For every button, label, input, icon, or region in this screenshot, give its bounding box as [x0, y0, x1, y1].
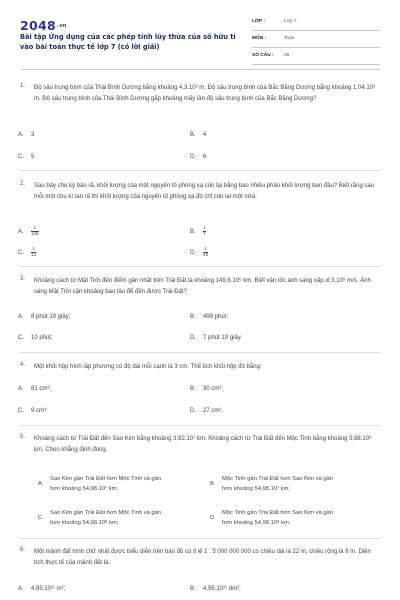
question-divider [20, 425, 380, 426]
fraction: $\frac{1}{49}$ [203, 246, 209, 257]
option-1a[interactable]: A. 3 [18, 132, 35, 138]
option-3a[interactable]: A. 8 phút 19 giây; [18, 314, 71, 320]
option-1b[interactable]: B. 4 [190, 132, 207, 138]
option-4c[interactable]: C. 9 cm³; [18, 408, 48, 414]
question-text: Một mảnh đất hình chữ nhật được biểu diễn trên bản đồ có tỉ lệ 1 : 5 000 000 000 có chiều dài là 22 m, chiều rộng là 9 m. Diện tích thực tế của mảnh đất là: [34, 549, 371, 566]
option-3c[interactable]: C. 10 phút; [18, 335, 53, 341]
question-divider [20, 170, 380, 171]
document-header [0, 0, 400, 68]
fraction: $\frac{1}{128}$ [31, 225, 39, 236]
meta-class: LỚP : Lớp 7 [252, 14, 380, 31]
question-divider [20, 352, 380, 353]
question-text: Một khối hộp hình lập phương có độ dài mỗi cạnh là 3 cm. Thể tích khối hộp đó bằng: [34, 364, 262, 370]
fraction: $\frac{1}{14}$ [31, 246, 37, 257]
question-divider [20, 266, 380, 267]
option-3b[interactable]: B. 499 phút; [190, 314, 229, 320]
question-text: Khoảng cách từ Trái Đất đến Sao Kim bằng khoảng 3,82.10⁷ km. Khoảng cách từ Trái Đất đến Mộc Tinh bằng khoảng 5,88.10⁸ km. Chọn khẳng định đúng. [34, 436, 372, 453]
option-2a[interactable]: A. $\frac{1}{128}$ [18, 225, 39, 236]
option-3d[interactable]: D. 7 phút 19 giây. [190, 335, 242, 341]
header-divider [20, 69, 380, 70]
option-4a[interactable]: A. 81 cm³; [18, 386, 52, 392]
option-2d[interactable]: D. $\frac{1}{49}$ [190, 246, 209, 257]
question-text: Độ sâu trung bình của Thái Bình Dương bằng khoảng 4,3.10³ m. Độ sâu trung bình của Bắc Băng Dương bằng khoảng 1,04.10³ m. Độ sâu trung bình của Thái Bình Dương gấp khoảng mấy lần độ sâu trung bình của Bắc Băng Dương? [34, 85, 376, 102]
question-text: Khoảng cách từ Mặt Trời đến điểm gần nhất trên Trái Đất là khoảng 149,6.10⁶ km. Biết vận tốc ánh sáng xấp xỉ 3.10⁸ m/s. Ánh sáng Mặt Trời cần khoảng bao lâu để đến được Trái Đất? [34, 278, 371, 295]
question-divider [20, 538, 380, 539]
document-meta [252, 14, 380, 65]
option-4b[interactable]: B. 30 cm³; [190, 386, 224, 392]
option-2c[interactable]: C. $\frac{1}{14}$ [18, 246, 37, 257]
site-logo[interactable]: $2048^{.vn}$ [20, 18, 67, 33]
meta-subject: MÔN : Toán [252, 31, 380, 48]
option-1c[interactable]: C. 5 [18, 154, 35, 160]
option-1d[interactable]: D. 6 [190, 154, 207, 160]
option-2b[interactable]: B. $\frac{1}{7}$ [190, 225, 206, 236]
option-6a[interactable]: A. 4,95.10²¹ m²; [18, 586, 66, 592]
option-6b[interactable]: B. 4,95.10²¹ dm²; [190, 586, 241, 592]
meta-question-count: SỐ CÂU : 25 [252, 48, 380, 65]
option-4d[interactable]: D. 27 cm³. [190, 408, 224, 414]
fraction: $\frac{1}{7}$ [203, 225, 206, 236]
question-text: Sau bảy chu kỳ bán rã, khối lượng của một nguyên tố phóng xạ còn lại bằng bao nhiêu phần khối lượng ban đầu? Biết rằng sau mỗi một chu kì tan rã thì khối lượng của nguyên tố phóng xạ đó chỉ còn lại một nửa. [34, 183, 375, 200]
document-title: Bài tập Ứng dụng của các phép tính lũy thừa của số hữu tỉ vào bài toán thực tế lớp 7 (có lời giải) [20, 33, 236, 51]
